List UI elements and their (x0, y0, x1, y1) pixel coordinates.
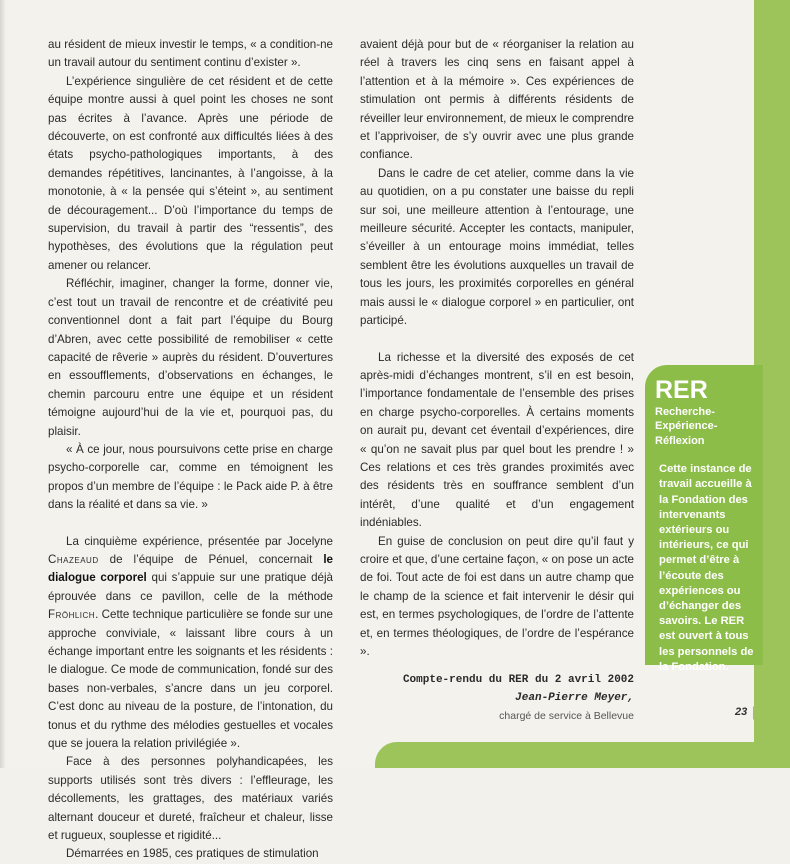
page-arrow-icon (753, 706, 761, 720)
signature-block (360, 671, 634, 725)
paragraph: Face à des personnes polyhandicapées, les supports utilisés sont très divers : l’effleurage, les décollements, les grattages, des matériaux variés alternant douceur et dureté, fraîcheur et chaleur, lisse et rugueux, souplesse et rigidité... (48, 755, 333, 843)
paragraph: La richesse et la diversité des exposés de cet après-midi d’échanges montrent, s’il en est besoin, l’importance fondamentale de l’ensemble des prises en charge psycho-corporelles. À certains moments on aurait pu, devant cet éventail d’expériences, dire « qu’on ne savait plus par quel bout les prendre ! » Ces relations et ces très grandes proximités avec des résidents très en souffrance semblent d’un intérêt, d’une qualité et d’un engagement indéniables. (360, 350, 634, 530)
rer-sidebar-box (645, 365, 763, 673)
paragraph: Démarrées en 1985, ces pratiques de stimulation (66, 847, 319, 861)
author-name: Jean-Pierre Meyer, (515, 692, 634, 705)
person-name: Chazeaud (48, 552, 99, 566)
author-role: chargé de service à Bellevue (499, 710, 634, 723)
report-reference: Compte-rendu du RER du 2 avril 2002 (402, 674, 634, 687)
sidebar-title: RER (655, 376, 708, 404)
page-number: 23 (735, 706, 748, 718)
paragraph: Réfléchir, imaginer, changer la forme, donner vie, c’est tout un travail de rencontre et de créativité peu conventionnel dont a fait part l’équipe du Bourg d’Abren, avec cette possibilité de remobiliser « cette capacité de rêverie » auprès du résident. D’ouvertures en essoufflements, d’observations en échanges, le chemin parcouru entre une équipe et un résident témoigne aujourd’hui de la vie et, pourquoi pas, du plaisir. (48, 277, 333, 438)
paragraph: Dans le cadre de cet atelier, comme dans la vie au quotidien, on a pu constater une baisse du repli sur soi, une meilleure attention à l’entourage, une meilleure sécurité. Accepter les contacts, manipuler, s’éveiller à un entourage moins immédiat, telles semblent être les évolutions auxquelles un travail de tous les jours, les proximités corporelles en général mais aussi le « dialogue corporel » en particulier, ont participé. (360, 166, 634, 328)
text-column-right (360, 36, 634, 725)
sidebar-body: Cette instance de travail accueille à la Fondation des intervenants extérieurs ou intérieurs, ce qui permet d’être à l’écoute des expériences ou d’échanger des savoirs. Le RER est ouvert à tous les personnels de la Fondation. (659, 463, 754, 673)
paragraph: avaient déjà pour but de « réorganiser la relation au réel à travers les cinq sens en faisant appel à l’attention et à la mémoire ». Ces expériences de stimulation ont permis à différents résidents de réveiller leur environnement, de mieux le comprendre et l’apprivoiser, de s’y ouvrir avec une plus grande confiance. (360, 38, 634, 162)
highlight-term: le dialogue corporel (48, 552, 333, 585)
bottom-accent-band (375, 742, 790, 768)
page-spine-shadow (0, 0, 6, 768)
method-name: Fröhlich (48, 608, 96, 622)
text-column-left (48, 36, 333, 864)
paragraph: au résident de mieux investir le temps, « a condition-ne un travail autour du sentiment continu d’exister ». (48, 38, 333, 70)
paragraph: L’expérience singulière de cet résident et de cette équipe montre aussi à quel point les choses ne sont pas écrites à l’avance. Après une période de découverte, on est confronté aux difficultés liées à des états psycho-pathologiques importants, à des demandes répétitives, lancinantes, à l’angoisse, à la monotonie, à « la pensée qui s’éteint », au sentiment de découragement... D’où l’importance du temps de supervision, du travail à partir des “ressentis”, des hypothèses, des évolutions que la régulation peut amener ou relancer. (48, 74, 333, 272)
paragraph: La cinquième expérience, présentée par Jocelyne Chazeaud de l’équipe de Pénuel, concernait le dialogue corporel qui s’appuie sur une pratique déjà éprouvée dans ce pavillon, celle de la méthode Fröhlich. Cette technique particulière se fonde sur une approche conviviale, « laissant libre cours à un échange important entre les soignants et les résidents : le dialogue. Ce mode de communication, fondé sur des bases non-verbales, s’ancre dans un jeu corporel. C’est donc au niveau de la posture, de l’intonation, du tonus et du rythme des mélodies gestuelles et vocales que se jouera la relation privilégiée ». (48, 534, 333, 751)
paragraph: En guise de conclusion on peut dire qu’il faut y croire et que, d’une certaine façon, « on pose un acte de foi. Tout acte de foi est dans un autre champ que le champ de la science et fait intervenir le désir qui est, en termes psychologiques, de l’ordre de l’attente et, en termes théologiques, de l’ordre de l’espérance ». (360, 534, 634, 658)
sidebar-subtitle: Recherche-Expérience-Réflexion (655, 406, 718, 447)
quote-paragraph: « À ce jour, nous poursuivons cette prise en charge psycho-corporelle car, comme en témoignent les propos d’un membre de l’équipe : le Pack aide P. à être dans la réalité et dans sa vie. » (48, 442, 333, 512)
